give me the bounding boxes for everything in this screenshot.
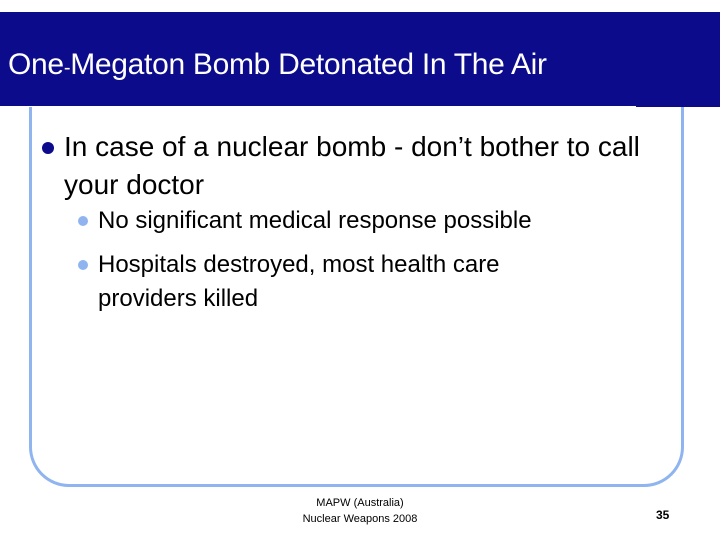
slide-title [8,48,547,82]
slide-number: 35 [656,508,670,522]
sub-bullet-dot-icon [78,260,88,270]
sub-bullet-dot-icon [78,216,88,226]
footer [260,495,460,527]
title-bar [0,12,720,107]
sub-bullet [78,248,598,316]
sub-bullet-text: No significant medical response possible [98,207,532,234]
footer-line-1: MAPW (Australia) [316,497,404,509]
footer-line-2: Nuclear Weapons 2008 [302,513,418,525]
title-dash: - [63,57,71,79]
main-bullet [42,128,662,204]
main-bullet-text: In case of a nuclear bomb - don’t bother to call your doctor [64,131,640,200]
title-part-2: Megaton Bomb Detonated In The Air [70,48,547,81]
bullet-dot-icon [42,142,54,154]
title-part-1: One [8,48,64,81]
sub-bullet [78,204,598,238]
sub-bullet-text: Hospitals destroyed, most health care providers killed [98,251,500,312]
